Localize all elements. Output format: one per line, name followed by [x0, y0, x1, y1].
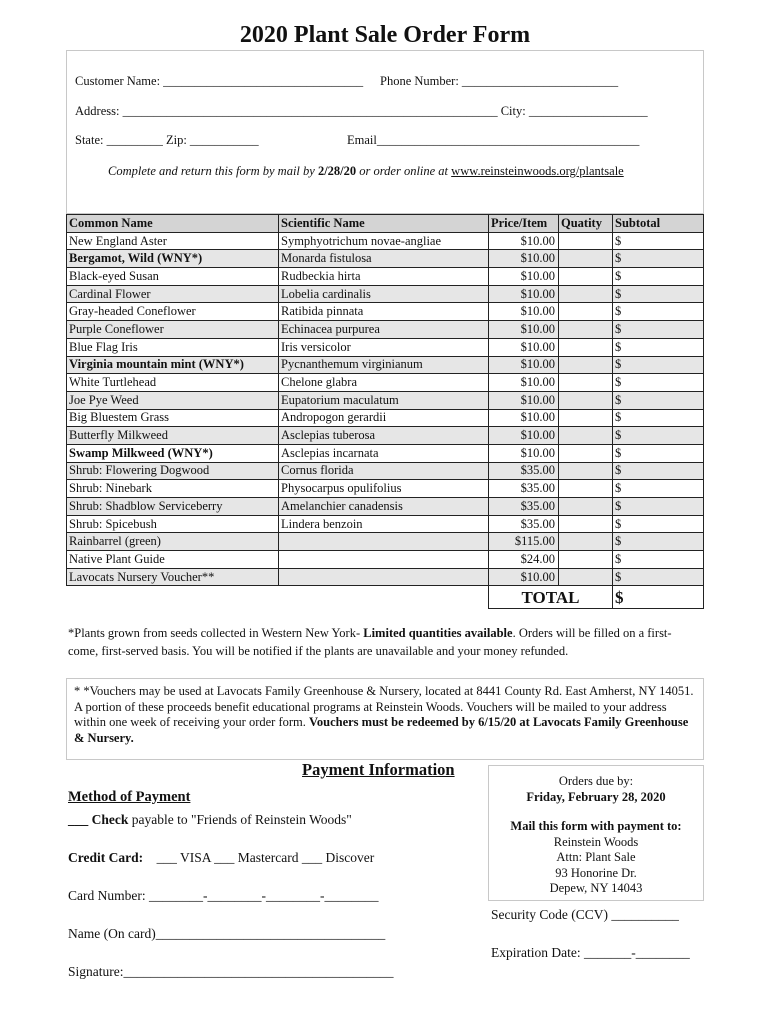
price-cell: $10.00 [489, 374, 559, 392]
table-row [67, 250, 704, 268]
common-name-cell: Gray-headed Coneflower [67, 303, 279, 321]
table-row [67, 568, 704, 586]
subtotal-cell[interactable]: $ [613, 374, 704, 392]
scientific-name-cell: Monarda fistulosa [279, 250, 489, 268]
quantity-input[interactable] [559, 409, 613, 427]
quantity-input[interactable] [559, 268, 613, 286]
price-cell: $24.00 [489, 551, 559, 569]
common-name-cell: Virginia mountain mint (WNY*) [67, 356, 279, 374]
quantity-input[interactable] [559, 568, 613, 586]
scientific-name-cell: Rudbeckia hirta [279, 268, 489, 286]
total-value-field[interactable]: $ [613, 586, 704, 609]
scientific-name-cell: Chelone glabra [279, 374, 489, 392]
price-cell: $10.00 [489, 338, 559, 356]
return-deadline: 2/28/20 [317, 164, 357, 178]
price-cell: $10.00 [489, 391, 559, 409]
mail-address-line: Reinstein Woods [553, 834, 639, 849]
quantity-input[interactable] [559, 498, 613, 516]
table-row [67, 444, 704, 462]
quantity-input[interactable] [559, 462, 613, 480]
scientific-name-cell [279, 568, 489, 586]
quantity-input[interactable] [559, 480, 613, 498]
common-name-cell: Shrub: Flowering Dogwood [67, 462, 279, 480]
scientific-name-cell: Cornus florida [279, 462, 489, 480]
subtotal-cell[interactable]: $ [613, 444, 704, 462]
subtotal-cell[interactable]: $ [613, 498, 704, 516]
subtotal-cell[interactable]: $ [613, 551, 704, 569]
scientific-name-cell: Andropogon gerardii [279, 409, 489, 427]
table-row [67, 338, 704, 356]
common-name-cell: Shrub: Spicebush [67, 515, 279, 533]
plant-order-table [66, 214, 704, 609]
total-row [67, 586, 704, 609]
header-price: Price/Item [489, 215, 559, 233]
price-cell: $35.00 [489, 515, 559, 533]
quantity-input[interactable] [559, 232, 613, 250]
method-heading: Method of Payment [68, 789, 191, 805]
price-cell: $10.00 [489, 303, 559, 321]
price-cell: $10.00 [489, 444, 559, 462]
quantity-input[interactable] [559, 250, 613, 268]
quantity-input[interactable] [559, 427, 613, 445]
quantity-input[interactable] [559, 391, 613, 409]
orders-due-label: Orders due by: [558, 774, 634, 788]
common-name-cell: White Turtlehead [67, 374, 279, 392]
table-row [67, 321, 704, 339]
table-row [67, 391, 704, 409]
subtotal-cell[interactable]: $ [613, 303, 704, 321]
common-name-cell: Swamp Milkweed (WNY*) [67, 444, 279, 462]
payment-heading: Payment Information [302, 760, 455, 779]
voucher-note-box: * *Vouchers may be used at Lavocats Family Greenhouse & Nursery, located at 8441 County Rd. East Amherst, NY 14051. A portion of these proceeds benefit educational programs at Reinstein Woods. Vouchers will be mailed to your address within one week of receiving your order form. Vouchers must be redeemed by 6/15/20 at Lavocats Family Greenhouse & Nursery. [66, 678, 704, 760]
customer-name-field[interactable]: Customer Name: ________________________________ [75, 74, 364, 88]
common-name-cell: Shrub: Ninebark [67, 480, 279, 498]
common-name-cell: Joe Pye Weed [67, 391, 279, 409]
scientific-name-cell: Asclepias incarnata [279, 444, 489, 462]
table-row [67, 303, 704, 321]
common-name-cell: Native Plant Guide [67, 551, 279, 569]
subtotal-cell[interactable]: $ [613, 232, 704, 250]
subtotal-cell[interactable]: $ [613, 285, 704, 303]
common-name-cell: New England Aster [67, 232, 279, 250]
subtotal-cell[interactable]: $ [613, 480, 704, 498]
total-label: TOTAL [489, 586, 613, 609]
subtotal-cell[interactable]: $ [613, 338, 704, 356]
header-common-name: Common Name [67, 215, 279, 233]
table-row [67, 462, 704, 480]
price-cell: $10.00 [489, 568, 559, 586]
quantity-input[interactable] [559, 533, 613, 551]
state-zip-field[interactable]: State: _________ Zip: ___________ [75, 133, 259, 147]
quantity-input[interactable] [559, 374, 613, 392]
quantity-input[interactable] [559, 285, 613, 303]
quantity-input[interactable] [559, 303, 613, 321]
signature-field[interactable]: Signature:________________________________________ [68, 964, 394, 979]
page-title: 2020 Plant Sale Order Form [239, 22, 531, 48]
common-name-cell: Big Bluestem Grass [67, 409, 279, 427]
common-name-cell: Purple Coneflower [67, 321, 279, 339]
price-cell: $10.00 [489, 250, 559, 268]
subtotal-cell[interactable]: $ [613, 462, 704, 480]
scientific-name-cell: Symphyotrichum novae-angliae [279, 232, 489, 250]
name-on-card-field[interactable]: Name (On card)__________________________________ [68, 926, 386, 941]
quantity-input[interactable] [559, 356, 613, 374]
table-row [67, 498, 704, 516]
table-row [67, 427, 704, 445]
price-cell: $35.00 [489, 498, 559, 516]
price-cell: $115.00 [489, 533, 559, 551]
subtotal-cell[interactable]: $ [613, 409, 704, 427]
subtotal-cell[interactable]: $ [613, 356, 704, 374]
common-name-cell: Black-eyed Susan [67, 268, 279, 286]
table-row [67, 533, 704, 551]
mail-address-line: Attn: Plant Sale [556, 850, 636, 864]
return-instructions: Complete and return this form by mail by 2/28/20 or order online at www.reinsteinwoods.org/plantsale [108, 164, 624, 178]
price-cell: $10.00 [489, 268, 559, 286]
price-cell: $10.00 [489, 285, 559, 303]
orders-due-date: Friday, February 28, 2020 [526, 789, 666, 804]
scientific-name-cell: Ratibida pinnata [279, 303, 489, 321]
table-row [67, 551, 704, 569]
scientific-name-cell: Eupatorium maculatum [279, 391, 489, 409]
header-scientific-name: Scientific Name [279, 215, 489, 233]
header-quantity: Quatity [559, 215, 613, 233]
orders-due-box [488, 765, 704, 901]
scientific-name-cell: Echinacea purpurea [279, 321, 489, 339]
order-online-link[interactable]: www.reinsteinwoods.org/plantsale [451, 164, 624, 178]
quantity-input[interactable] [559, 515, 613, 533]
table-row [67, 356, 704, 374]
price-cell: $35.00 [489, 480, 559, 498]
common-name-cell: Bergamot, Wild (WNY*) [67, 250, 279, 268]
price-cell: $35.00 [489, 462, 559, 480]
credit-card-options[interactable]: Credit Card: ___ VISA ___ Mastercard ___ Discover [68, 850, 375, 865]
table-row [67, 515, 704, 533]
header-subtotal: Subtotal [613, 215, 704, 233]
common-name-cell: Blue Flag Iris [67, 338, 279, 356]
wny-footnote: *Plants grown from seeds collected in Western New York- Limited quantities available. Orders will be filled on a first-come, first-served basis. You will be notified if the plants are unavailable and your money refunded. [68, 626, 672, 658]
subtotal-cell[interactable]: $ [613, 533, 704, 551]
mail-address-line: Depew, NY 14043 [549, 881, 643, 895]
scientific-name-cell: Amelanchier canadensis [279, 498, 489, 516]
scientific-name-cell: Lindera benzoin [279, 515, 489, 533]
expiration-date-field[interactable]: Expiration Date: _______-________ [491, 945, 690, 960]
check-option[interactable]: ___ Check payable to "Friends of Reinstein Woods" [68, 812, 352, 827]
table-header-row [67, 215, 704, 233]
phone-number-field[interactable]: Phone Number: _________________________ [380, 74, 619, 88]
scientific-name-cell [279, 551, 489, 569]
subtotal-cell[interactable]: $ [613, 568, 704, 586]
table-row [67, 374, 704, 392]
subtotal-cell[interactable]: $ [613, 515, 704, 533]
scientific-name-cell: Asclepias tuberosa [279, 427, 489, 445]
quantity-input[interactable] [559, 338, 613, 356]
common-name-cell: Butterfly Milkweed [67, 427, 279, 445]
common-name-cell: Cardinal Flower [67, 285, 279, 303]
scientific-name-cell [279, 533, 489, 551]
mail-address-line: 93 Honorine Dr. [555, 865, 637, 880]
card-number-field[interactable]: Card Number: ________-________-________-________ [68, 888, 379, 903]
price-cell: $10.00 [489, 409, 559, 427]
table-row [67, 285, 704, 303]
subtotal-cell[interactable]: $ [613, 250, 704, 268]
scientific-name-cell: Lobelia cardinalis [279, 285, 489, 303]
price-cell: $10.00 [489, 356, 559, 374]
common-name-cell: Rainbarrel (green) [67, 533, 279, 551]
email-field[interactable]: Email__________________________________________ [347, 133, 640, 147]
table-row [67, 409, 704, 427]
quantity-input[interactable] [559, 551, 613, 569]
scientific-name-cell: Iris versicolor [279, 338, 489, 356]
scientific-name-cell: Physocarpus opulifolius [279, 480, 489, 498]
subtotal-cell[interactable]: $ [613, 391, 704, 409]
table-row [67, 480, 704, 498]
security-code-field[interactable]: Security Code (CCV) __________ [491, 907, 679, 922]
common-name-cell: Lavocats Nursery Voucher** [67, 568, 279, 586]
mail-heading: Mail this form with payment to: [510, 819, 682, 833]
price-cell: $10.00 [489, 232, 559, 250]
subtotal-cell[interactable]: $ [613, 427, 704, 445]
price-cell: $10.00 [489, 427, 559, 445]
quantity-input[interactable] [559, 321, 613, 339]
subtotal-cell[interactable]: $ [613, 321, 704, 339]
common-name-cell: Shrub: Shadblow Serviceberry [67, 498, 279, 516]
price-cell: $10.00 [489, 321, 559, 339]
table-row [67, 268, 704, 286]
subtotal-cell[interactable]: $ [613, 268, 704, 286]
scientific-name-cell: Pycnanthemum virginianum [279, 356, 489, 374]
table-row [67, 232, 704, 250]
address-city-field[interactable]: Address: ____________________________________________________________ City: ___________________ [75, 104, 648, 118]
quantity-input[interactable] [559, 444, 613, 462]
